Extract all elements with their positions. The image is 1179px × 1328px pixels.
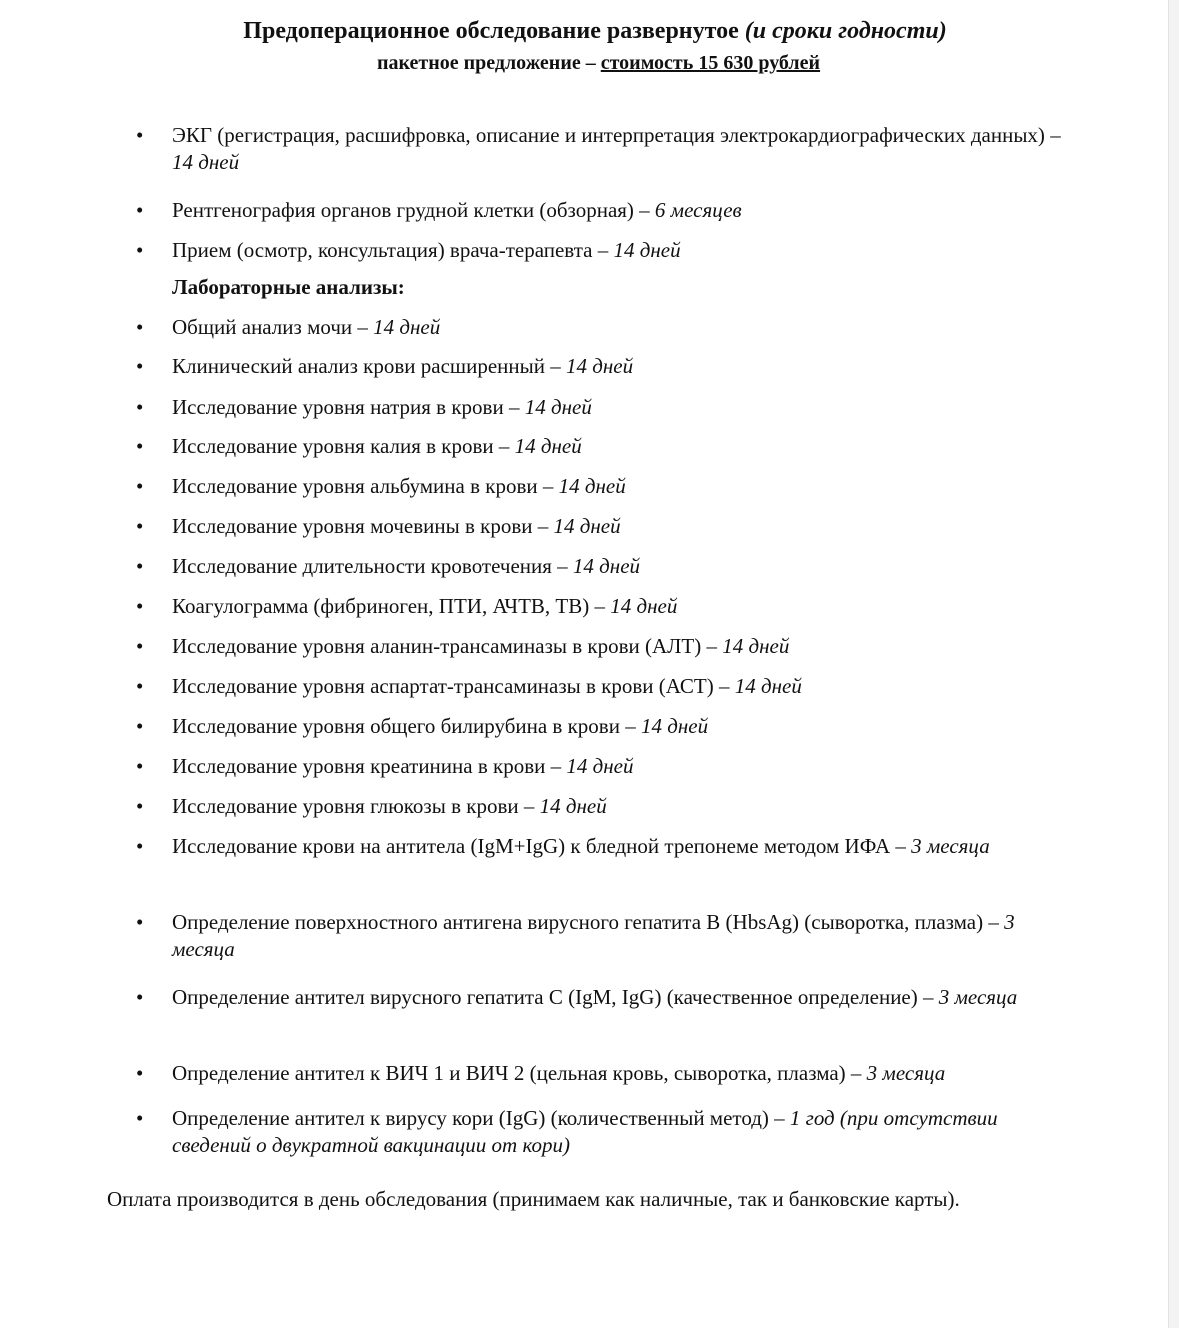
bullet-icon: • <box>136 198 144 222</box>
list-item <box>172 353 1072 380</box>
payment-note: Оплата производится в день обследования (принимаем как наличные, так и банковские карты). <box>107 1187 960 1211</box>
document-subtitle <box>0 50 1179 76</box>
item-text: Клинический анализ крови расширенный <box>172 354 545 378</box>
item-duration: – 14 дней <box>172 123 1061 174</box>
item-text: Исследование уровня аланин-трансаминазы в крови (АЛТ) <box>172 634 702 658</box>
list-item <box>172 473 1072 500</box>
list-item <box>172 793 1072 820</box>
item-duration: – 14 дней <box>498 434 582 458</box>
list-item <box>172 122 1072 176</box>
item-text: Исследование уровня глюкозы в крови <box>172 794 519 818</box>
item-duration: – 14 дней <box>597 238 681 262</box>
list-item <box>172 633 1072 660</box>
list-item <box>172 833 1072 860</box>
item-duration: – 14 дней <box>718 674 802 698</box>
list-item <box>172 433 1072 460</box>
title-main: Предоперационное обследование развернутое <box>243 18 739 44</box>
section-heading-lab: Лабораторные анализы: <box>172 275 405 299</box>
bullet-icon: • <box>136 834 144 858</box>
document-title <box>0 16 1179 46</box>
list-item <box>172 197 1072 224</box>
bullet-icon: • <box>136 910 144 934</box>
bullet-icon: • <box>136 594 144 618</box>
item-duration: – 14 дней <box>537 514 621 538</box>
item-text: Прием (осмотр, консультация) врача-терапевта <box>172 238 593 262</box>
list-item <box>172 1105 1072 1159</box>
item-duration: – 14 дней <box>550 354 634 378</box>
list-item <box>172 1060 1072 1087</box>
item-text: Исследование длительности кровотечения <box>172 554 552 578</box>
list-item <box>172 553 1072 580</box>
bullet-icon: • <box>136 514 144 538</box>
item-text: Определение антител к вирусу кори (IgG) (количественный метод) <box>172 1106 769 1130</box>
item-text: Определение антител вирусного гепатита С (IgM, IgG) (качественное определение) <box>172 985 918 1009</box>
item-text: Исследование уровня альбумина в крови <box>172 474 538 498</box>
item-text: Исследование уровня аспартат-трансаминазы в крови (АСТ) <box>172 674 714 698</box>
list-item <box>172 984 1072 1011</box>
item-text: Определение поверхностного антигена вирусного гепатита В (HbsAg) (сыворотка, плазма) <box>172 910 984 934</box>
package-price: стоимость 15 630 рублей <box>600 52 821 74</box>
item-duration: – 14 дней <box>594 594 678 618</box>
item-text: Определение антител к ВИЧ 1 и ВИЧ 2 (цельная кровь, сыворотка, плазма) <box>172 1061 846 1085</box>
bullet-icon: • <box>136 554 144 578</box>
item-duration: – 14 дней <box>625 714 709 738</box>
item-duration: – 3 месяца <box>172 910 1015 961</box>
bullet-icon: • <box>136 985 144 1009</box>
bullet-icon: • <box>136 1106 144 1130</box>
bullet-icon: • <box>136 315 144 339</box>
list-item <box>172 237 1072 264</box>
list-item <box>172 909 1072 963</box>
item-duration: – 6 месяцев <box>639 198 742 222</box>
item-duration: – 14 дней <box>557 554 641 578</box>
subtitle-prefix: пакетное предложение – <box>376 52 601 74</box>
item-text: ЭКГ (регистрация, расшифровка, описание и интерпретация электрокардиографических данных) <box>172 123 1045 147</box>
item-text: Исследование уровня мочевины в крови <box>172 514 533 538</box>
bullet-icon: • <box>136 1061 144 1085</box>
item-text: Исследование уровня натрия в крови <box>172 395 504 419</box>
list-item <box>172 394 1072 421</box>
item-text: Исследование уровня креатинина в крови <box>172 754 546 778</box>
item-duration: – 1 год (при отсутствии сведений о двукратной вакцинации от кори) <box>172 1106 998 1157</box>
bullet-icon: • <box>136 714 144 738</box>
bullet-icon: • <box>136 434 144 458</box>
list-item <box>172 593 1072 620</box>
bullet-icon: • <box>136 395 144 419</box>
item-text: Исследование уровня калия в крови <box>172 434 494 458</box>
bullet-icon: • <box>136 674 144 698</box>
title-italic: (и сроки годности) <box>744 18 947 44</box>
bullet-icon: • <box>136 634 144 658</box>
bullet-icon: • <box>136 238 144 262</box>
item-duration: – 14 дней <box>542 474 626 498</box>
list-item <box>172 713 1072 740</box>
item-text: Исследование уровня общего билирубина в крови <box>172 714 620 738</box>
item-duration: – 14 дней <box>508 395 592 419</box>
item-duration: – 3 месяца <box>923 985 1018 1009</box>
list-item <box>172 513 1072 540</box>
list-item <box>172 673 1072 700</box>
list-item <box>172 753 1072 780</box>
item-duration: – 14 дней <box>357 315 441 339</box>
bullet-icon: • <box>136 754 144 778</box>
bullet-icon: • <box>136 354 144 378</box>
bullet-icon: • <box>136 794 144 818</box>
item-duration: – 14 дней <box>706 634 790 658</box>
item-duration: – 14 дней <box>550 754 634 778</box>
item-text: Исследование крови на антитела (IgM+IgG) к бледной трепонеме методом ИФА <box>172 834 891 858</box>
bullet-icon: • <box>136 123 144 147</box>
list-item <box>172 314 1072 341</box>
item-duration: – 14 дней <box>523 794 607 818</box>
item-duration: – 3 месяца <box>895 834 990 858</box>
item-duration: – 3 месяца <box>850 1061 946 1085</box>
item-text: Коагулограмма (фибриноген, ПТИ, АЧТВ, ТВ) <box>172 594 590 618</box>
bullet-icon: • <box>136 474 144 498</box>
item-text: Рентгенография органов грудной клетки (обзорная) <box>172 198 634 222</box>
item-text: Общий анализ мочи <box>172 315 353 339</box>
